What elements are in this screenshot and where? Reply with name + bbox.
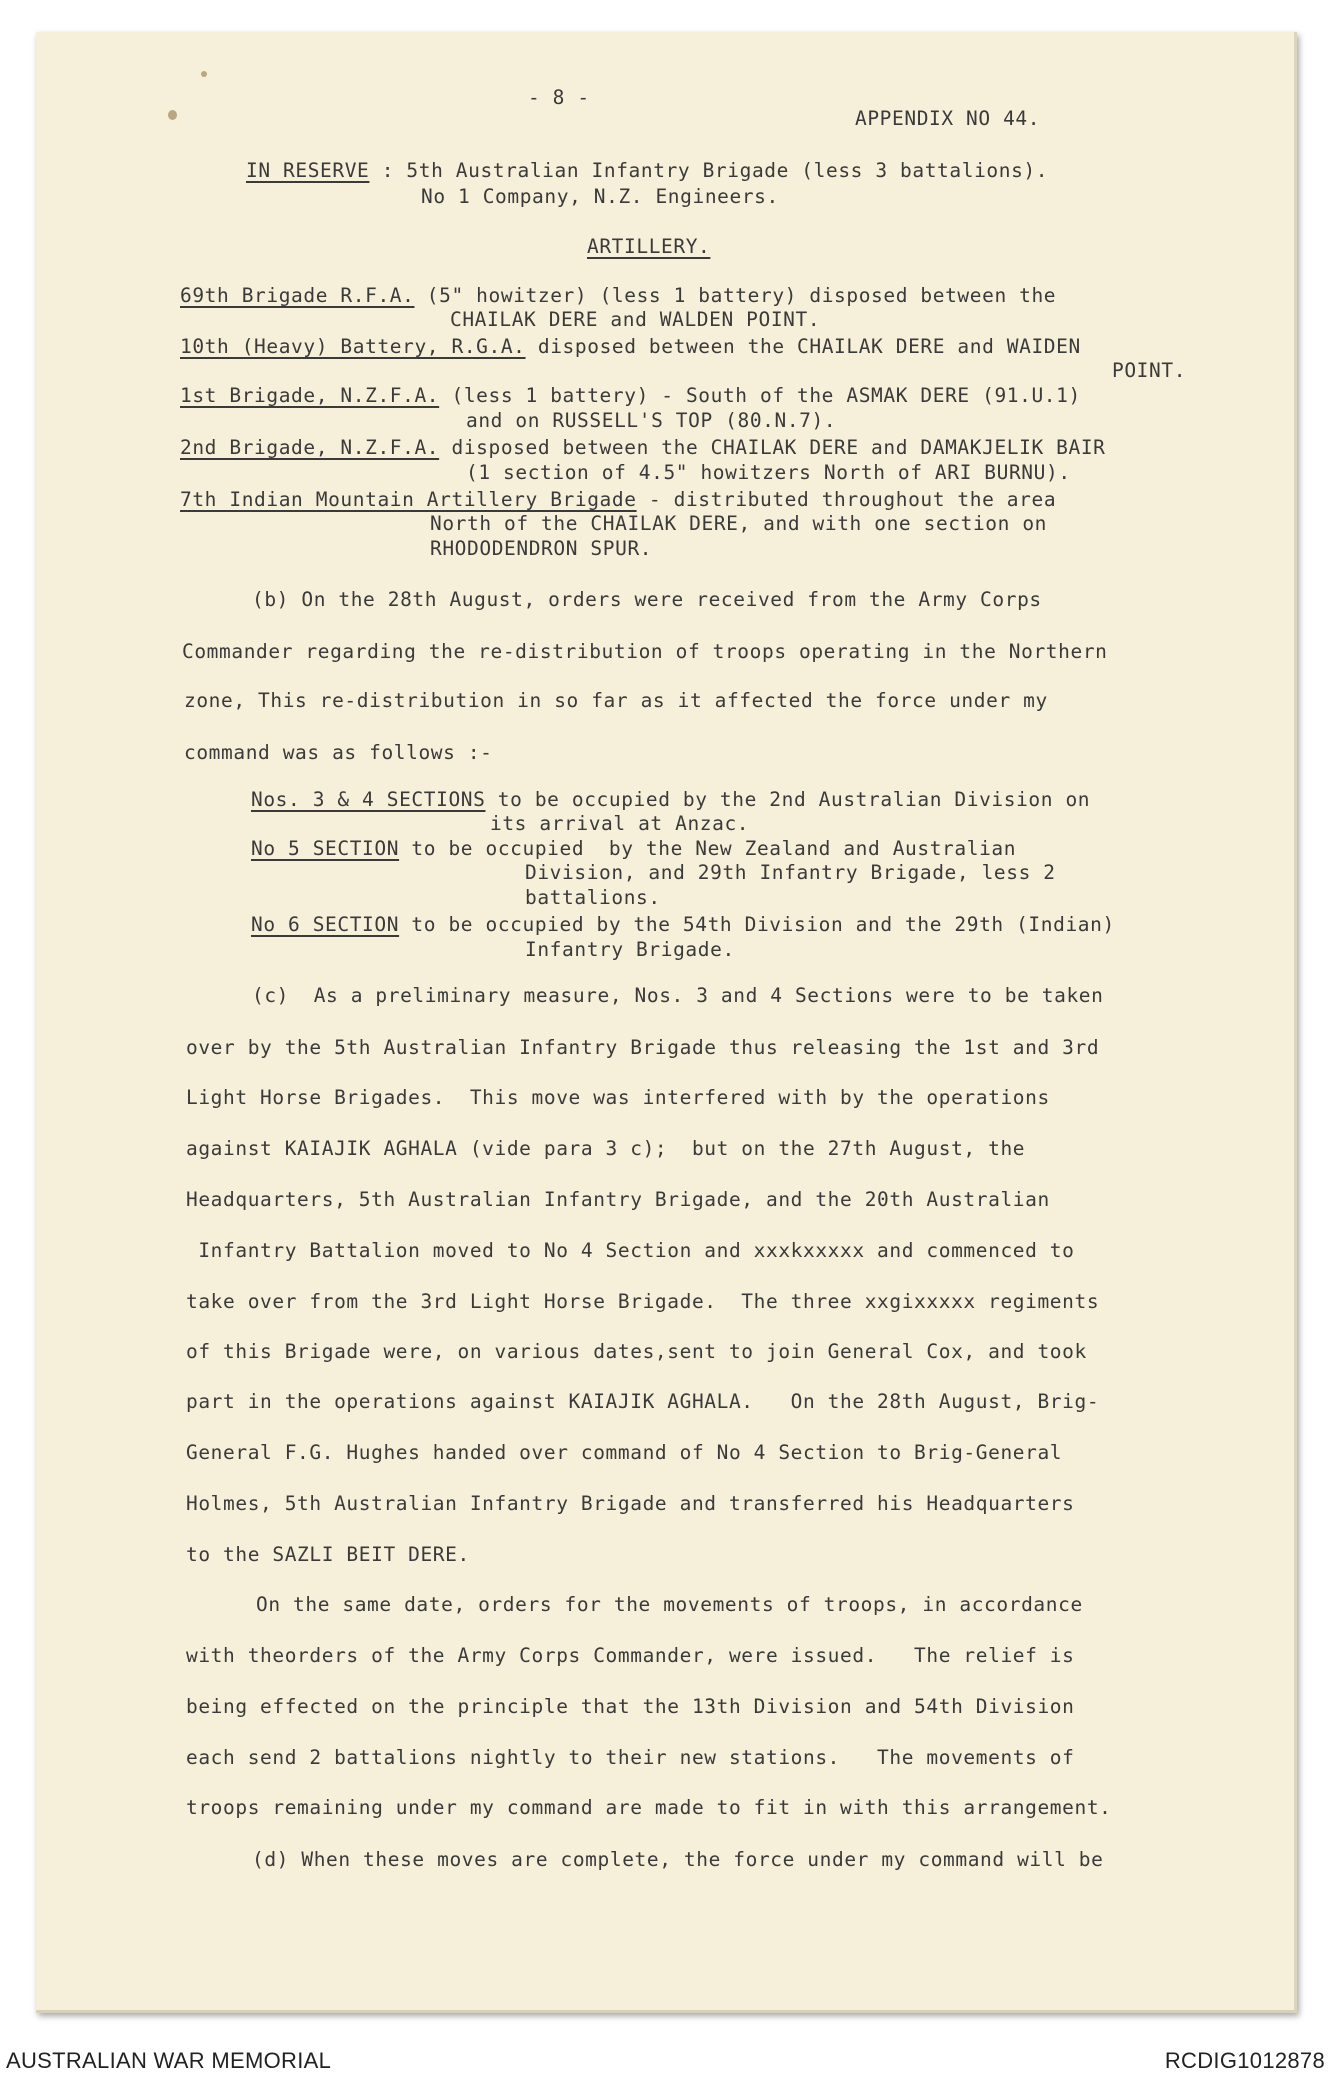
section-item-continuation: Division, and 29th Infantry Brigade, less 2 [525,861,1056,884]
artillery-item [180,335,1081,359]
page-number: - 8 - [528,86,590,109]
paragraph-same-date-line: with theorders of the Army Corps Commander, were issued. The relief is [186,1644,1075,1667]
artillery-unit-label: 10th (Heavy) Battery, R.G.A. [180,335,526,358]
artillery-unit-label: 1st Brigade, N.Z.F.A. [180,384,440,407]
artillery-unit-label: 2nd Brigade, N.Z.F.A. [180,436,440,459]
section-text: to be occupied by the New Zealand and Australian [399,837,1017,860]
artillery-item-continuation: (1 section of 4.5" howitzers North of ARI BURNU). [466,461,1071,484]
reserve-label: IN RESERVE [246,159,370,182]
reserve-text: : 5th Australian Infantry Brigade (less 3 battalions). [369,159,1049,182]
artillery-item-continuation: RHODODENDRON SPUR. [430,537,653,560]
reserve-line-1 [246,159,1048,183]
paragraph-c-line: (c) As a preliminary measure, Nos. 3 and 4 Sections were to be taken [252,984,1104,1007]
paragraph-same-date-line: each send 2 battalions nightly to their new stations. The movements of [186,1746,1075,1769]
reserve-line-2: No 1 Company, N.Z. Engineers. [421,185,779,208]
section-label: No 6 SECTION [251,913,400,936]
section-text: to be occupied by the 2nd Australian Division on [485,788,1091,811]
paragraph-c-line: to the SAZLI BEIT DERE. [186,1543,470,1566]
paragraph-same-date-line: being effected on the principle that the 13th Division and 54th Division [186,1695,1075,1718]
paragraph-c-line: General F.G. Hughes handed over command of No 4 Section to Brig-General [186,1441,1063,1464]
paragraph-c-line: against KAIAJIK AGHALA (vide para 3 c); but on the 27th August, the [186,1137,1026,1160]
paragraph-b-line: Commander regarding the re-distribution of troops operating in the Northern [182,640,1108,663]
artillery-item [180,436,1106,460]
paragraph-c-line: Infantry Battalion moved to No 4 Section and xxxkxxxxx and commenced to [186,1239,1075,1262]
paragraph-c-line: over by the 5th Australian Infantry Brigade thus releasing the 1st and 3rd [186,1036,1100,1059]
artillery-unit-text: disposed between the CHAILAK DERE and DAMAKJELIK BAIR [439,436,1106,459]
artillery-heading: ARTILLERY. [587,235,711,258]
artillery-item-continuation: POINT. [1112,359,1187,382]
paragraph-b-line: command was as follows :- [184,741,493,764]
section-item-continuation: Infantry Brigade. [525,938,735,961]
artillery-unit-text: disposed between the CHAILAK DERE and WAIDEN [525,335,1081,358]
section-item-continuation: its arrival at Anzac. [490,812,750,835]
paragraph-b-line: (b) On the 28th August, orders were received from the Army Corps [252,588,1042,611]
artillery-item [180,284,1056,308]
artillery-unit-text: (less 1 battery) - South of the ASMAK DERE (91.U.1) [439,384,1081,407]
footer-record-id: RCDIG1012878 [1164,2048,1325,2073]
section-item [251,837,1016,861]
section-item-continuation: battalions. [525,886,661,909]
section-label: No 5 SECTION [251,837,400,860]
paragraph-c-line: Holmes, 5th Australian Infantry Brigade and transferred his Headquarters [186,1492,1075,1515]
paragraph-b-line: zone, This re-distribution in so far as it affected the force under my [184,689,1048,712]
section-item [251,788,1090,812]
paragraph-c-line: part in the operations against KAIAJIK AGHALA. On the 28th August, Brig- [186,1390,1100,1413]
paragraph-same-date-line: troops remaining under my command are made to fit in with this arrangement. [186,1796,1112,1819]
paragraph-c-line: Light Horse Brigades. This move was interfered with by the operations [186,1086,1050,1109]
paragraph-c-line: of this Brigade were, on various dates,sent to join General Cox, and took [186,1340,1087,1363]
section-label: Nos. 3 & 4 SECTIONS [251,788,486,811]
paragraph-same-date-line: On the same date, orders for the movements of troops, in accordance [256,1593,1083,1616]
section-item [251,913,1115,937]
paper-stain [168,110,177,120]
artillery-unit-text: - distributed throughout the area [636,488,1057,511]
paragraph-d-line: (d) When these moves are complete, the force under my command will be [252,1848,1104,1871]
artillery-item-continuation: CHAILAK DERE and WALDEN POINT. [450,308,821,331]
artillery-item-continuation: and on RUSSELL'S TOP (80.N.7). [466,409,837,432]
paragraph-c-line: take over from the 3rd Light Horse Brigade. The three xxgixxxxx regiments [186,1290,1100,1313]
artillery-unit-text: (5" howitzer) (less 1 battery) disposed between the [414,284,1057,307]
paper-stain [201,71,207,77]
artillery-unit-label: 69th Brigade R.F.A. [180,284,415,307]
section-text: to be occupied by the 54th Division and the 29th (Indian) [399,913,1115,936]
artillery-item-continuation: North of the CHAILAK DERE, and with one section on [430,512,1047,535]
artillery-item [180,488,1056,512]
artillery-unit-label: 7th Indian Mountain Artillery Brigade [180,488,637,511]
artillery-item [180,384,1081,408]
footer-source: AUSTRALIAN WAR MEMORIAL [6,2048,332,2073]
appendix-label: APPENDIX NO 44. [855,107,1041,130]
paragraph-c-line: Headquarters, 5th Australian Infantry Brigade, and the 20th Australian [186,1188,1050,1211]
